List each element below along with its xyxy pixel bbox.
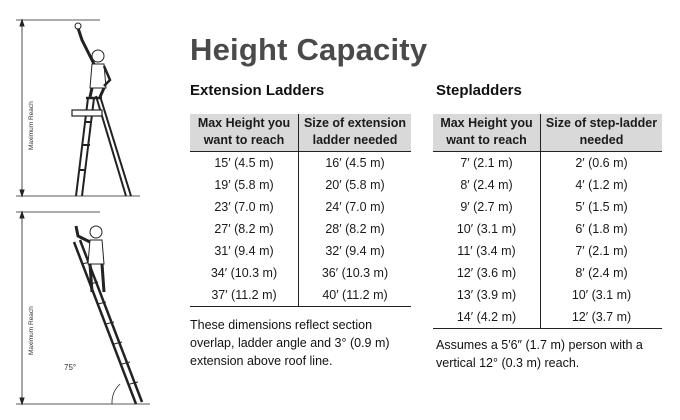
table-cell: 23′ (7.0 m) — [190, 196, 299, 218]
table-row — [433, 152, 662, 175]
table-cell: 37′ (11.2 m) — [190, 284, 299, 307]
table-row — [190, 174, 411, 196]
table-row — [433, 174, 662, 196]
column-header: Size of step-ladder needed — [541, 114, 663, 152]
table-row — [433, 306, 662, 329]
column-header: Size of extension ladder needed — [299, 114, 412, 152]
table-cell: 8′ (2.4 m) — [575, 266, 628, 280]
table-cell: 36′ (10.3 m) — [321, 266, 389, 280]
table-cell: 4′ (1.2 m) — [575, 178, 628, 192]
table-cell: 7′ (2.1 m) — [433, 152, 541, 175]
table-cell: 7′ (2.1 m) — [575, 244, 628, 258]
table-row — [433, 262, 662, 284]
table-cell: 27′ (8.2 m) — [190, 218, 299, 240]
table-cell: 9′ (2.7 m) — [433, 196, 541, 218]
table-cell: 24′ (7.0 m) — [325, 200, 385, 214]
stepladders-heading: Stepladders — [436, 82, 522, 99]
table-cell: 5′ (1.5 m) — [575, 200, 628, 214]
table-cell: 15′ (4.5 m) — [190, 152, 299, 175]
table-cell: 34′ (10.3 m) — [190, 262, 299, 284]
table-row — [433, 196, 662, 218]
stepladder-note: Assumes a 5′6″ (1.7 m) person with a vertical 12° (0.3 m) reach. — [436, 338, 643, 370]
extension-ladder-table — [190, 114, 411, 307]
table-cell: 10′ (3.1 m) — [433, 218, 541, 240]
table-row — [433, 240, 662, 262]
stepladder-table — [433, 114, 662, 329]
table-cell: 20′ (5.8 m) — [325, 178, 385, 192]
table-row — [433, 284, 662, 306]
column-header: Max Height you want to reach — [433, 114, 541, 152]
table-row — [190, 152, 411, 175]
table-row — [433, 218, 662, 240]
table-cell: 40′ (11.2 m) — [299, 284, 412, 307]
table-cell: 16′ (4.5 m) — [325, 156, 385, 170]
table-row — [190, 284, 411, 307]
table-cell: 10′ (3.1 m) — [571, 288, 632, 302]
table-cell: 14′ (4.2 m) — [433, 306, 541, 329]
extension-ladder-note: These dimensions reflect section overlap, ladder angle and 3° (0.9 m) extension above roof line. — [190, 318, 390, 368]
table-row — [190, 240, 411, 262]
table-cell: 31′ (9.4 m) — [190, 240, 299, 262]
table-cell: 12′ (3.6 m) — [433, 262, 541, 284]
table-cell: 12′ (3.7 m) — [541, 306, 663, 329]
ladder-angle-label: 75° — [64, 363, 77, 372]
table-cell: 28′ (8.2 m) — [325, 222, 385, 236]
max-reach-label-bottom: Maximum Reach — [28, 306, 35, 355]
table-cell: 19′ (5.8 m) — [190, 174, 299, 196]
table-row — [190, 196, 411, 218]
page-title: Height Capacity — [190, 32, 428, 67]
table-cell: 32′ (9.4 m) — [325, 244, 385, 258]
column-header: Max Height you want to reach — [190, 114, 299, 152]
ladder-illustration — [0, 0, 180, 420]
table-cell: 8′ (2.4 m) — [433, 174, 541, 196]
max-reach-label-top: Maximum Reach — [28, 101, 35, 150]
table-row — [190, 262, 411, 284]
table-row — [190, 218, 411, 240]
table-cell: 2′ (0.6 m) — [575, 156, 628, 170]
table-cell: 11′ (3.4 m) — [433, 240, 541, 262]
table-cell: 6′ (1.8 m) — [575, 222, 628, 236]
extension-ladders-heading: Extension Ladders — [190, 82, 325, 99]
table-cell: 13′ (3.9 m) — [433, 284, 541, 306]
